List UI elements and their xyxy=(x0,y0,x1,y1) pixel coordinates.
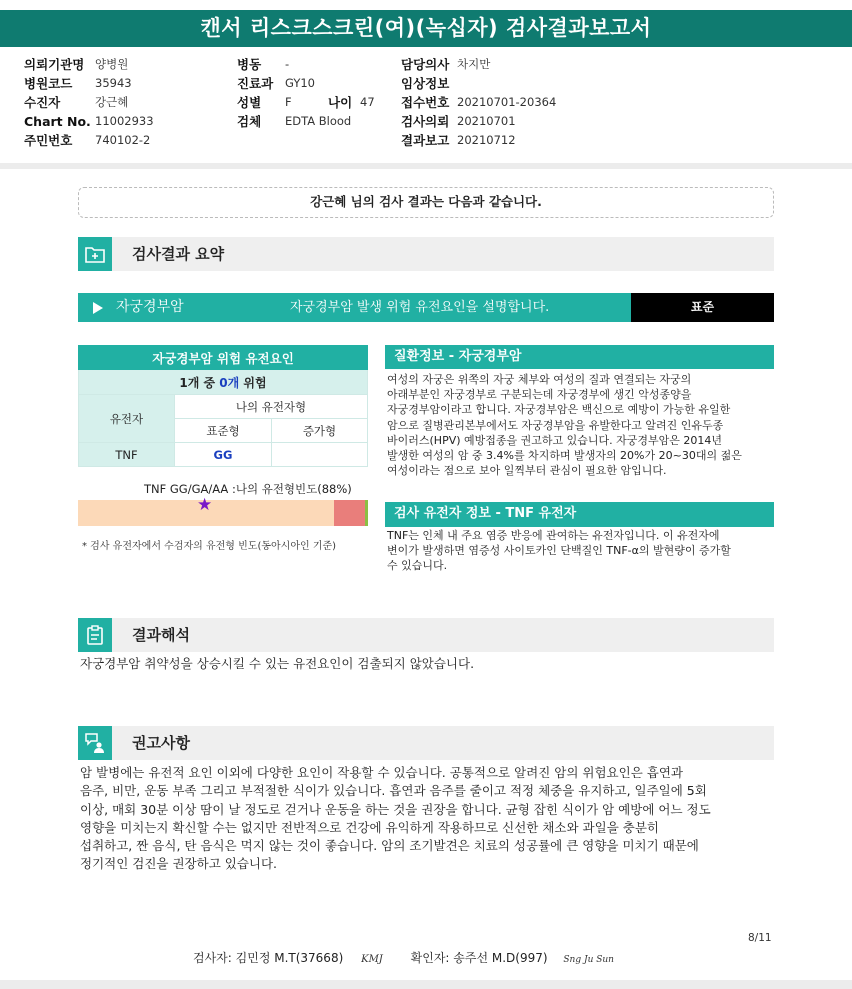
disease-info-line: 발생한 여성의 암 중 3.4%를 차지하며 발생자의 20%가 20~30대의 젊은 xyxy=(387,449,742,463)
hospital-code-value: 35943 xyxy=(95,76,132,90)
disease-info-line: 여성의 자궁은 위쪽의 자궁 체부와 여성의 질과 연결되는 자궁의 xyxy=(387,373,692,386)
gene-info-line: 변이가 발생하면 염증성 사이토카인 단백질인 TNF-α의 발현량이 증가할 xyxy=(387,544,731,558)
receipt-no-label: 접수번호 xyxy=(401,95,450,110)
confirmer: 확인자: 송주선 M.D(997) xyxy=(410,951,548,965)
doctor-consult-icon xyxy=(78,726,112,760)
age-label: 나이 xyxy=(328,95,353,110)
increased-genotype-cell xyxy=(272,443,368,467)
recommendation-line: 섭취하고, 짠 음식, 탄 음식은 먹지 않는 것이 좋습니다. 암의 조기발견은 치료의 성공률에 큰 영향을 미치기 때문에 xyxy=(80,838,699,854)
department-label: 진료과 xyxy=(237,76,274,91)
chart-no-value: 11002933 xyxy=(95,114,154,128)
confirmer-signature: Sng Ju Sun xyxy=(563,955,614,965)
department-value: GY10 xyxy=(285,76,315,90)
greeting-box: 강근혜 님의 검사 결과는 다음과 같습니다. xyxy=(78,187,774,218)
recommendation-line: 암 발병에는 유전적 요인 이외에 다양한 요인이 작용할 수 있습니다. 공통적으로 알려진 암의 위험요인은 흡연과 xyxy=(80,765,683,780)
cancer-name: 자궁경부암 xyxy=(116,299,184,315)
patient-name-value: 강근혜 xyxy=(95,95,129,109)
doctor-label: 담당의사 xyxy=(401,57,450,72)
sex-label: 성별 xyxy=(237,95,262,110)
interpretation-section-title: 결과해석 xyxy=(132,626,190,644)
risk-count xyxy=(79,370,368,395)
footer-divider xyxy=(0,980,852,989)
ward-value: - xyxy=(285,57,290,71)
risk-gene-table xyxy=(78,345,368,467)
clipboard-icon xyxy=(78,618,112,652)
gene-name-cell: TNF xyxy=(79,443,175,467)
gene-info-divider xyxy=(385,526,774,527)
chart-no-label: Chart No. xyxy=(24,114,91,129)
report-date-value: 20210712 xyxy=(457,133,516,147)
gene-info-line: TNF는 인체 내 주요 염증 반응에 관여하는 유전자입니다. 이 유전자에 xyxy=(387,529,720,542)
doctor-value: 차지만 xyxy=(457,57,491,71)
hospital-name-value: 양병원 xyxy=(95,57,129,71)
examiner-signature: KMJ xyxy=(361,954,383,965)
report-date-label: 결과보고 xyxy=(401,133,450,148)
gene-info-title: 검사 유전자 정보 - TNF 유전자 xyxy=(385,502,774,526)
folder-plus-icon xyxy=(78,237,112,271)
examiner: 검사자: 김민정 M.T(37668) xyxy=(193,951,344,965)
specimen-label: 검체 xyxy=(237,114,262,129)
recommendation-line: 이상, 매회 30분 이상 땀이 날 정도로 걷거나 운동을 하는 것을 권장을 합니다. 균형 잡힌 식이가 암 예방에 어느 정도 xyxy=(80,801,711,817)
patient-info-col2 xyxy=(237,55,375,131)
cancer-description: 자궁경부암 발생 위험 유전요인을 설명합니다. xyxy=(290,300,550,315)
standard-genotype-cell: GG xyxy=(175,443,272,467)
request-date-label: 검사의뢰 xyxy=(401,114,450,129)
frequency-note: * 검사 유전자에서 수검자의 유전형 빈도(동아시아인 기준) xyxy=(82,541,337,552)
disease-info-line: 바이러스(HPV) 예방접종을 권고하고 있습니다. 자궁경부암은 2014년 xyxy=(387,433,723,447)
frequency-segment-risk xyxy=(334,500,365,526)
risk-count-number: 0개 xyxy=(219,375,240,390)
disease-info-line: 자궁경부암이라고 합니다. 자궁경부암은 백신으로 예방이 가능한 유일한 xyxy=(387,403,731,417)
resident-no-value: 740102-2 xyxy=(95,133,151,147)
cancer-summary-bar xyxy=(78,293,774,322)
gene-info-line: 수 있습니다. xyxy=(387,559,448,573)
disease-info-line: 아래부분인 자궁경부로 구분되는데 자궁경부에 생긴 악성종양을 xyxy=(387,388,692,402)
page-number: 8/11 xyxy=(748,932,772,944)
patient-info-col3 xyxy=(401,55,556,150)
table-row xyxy=(79,443,368,467)
standard-column-header: 표준형 xyxy=(175,419,272,443)
hospital-code-label: 병원코드 xyxy=(24,76,73,91)
genotype-frequency-bar xyxy=(78,495,368,526)
sex-value: F xyxy=(285,95,292,109)
disease-info-title: 질환정보 - 자궁경부암 xyxy=(385,345,774,369)
recommendation-section-header xyxy=(78,726,774,760)
age-value: 47 xyxy=(360,95,375,109)
interpretation-section-header xyxy=(78,618,774,652)
header-divider xyxy=(0,163,852,169)
increased-column-header: 증가형 xyxy=(272,419,368,443)
disease-info-line: 암으로 질병관리본부에서도 자궁경부암을 유발한다고 알려진 인유두종 xyxy=(387,418,724,432)
patient-info-col1 xyxy=(24,55,154,150)
recommendation-section-title: 권고사항 xyxy=(132,734,190,752)
status-badge: 표준 xyxy=(631,293,774,322)
signature-footer xyxy=(193,949,614,966)
specimen-value: EDTA Blood xyxy=(285,114,352,128)
gene-column-header: 유전자 xyxy=(79,395,175,443)
receipt-no-value: 20210701-20364 xyxy=(457,95,557,109)
play-arrow-icon xyxy=(93,302,103,314)
risk-count-post: 위험 xyxy=(243,375,267,390)
hospital-name-label: 의뢰기관명 xyxy=(24,57,85,72)
report-title: 캔서 리스크스크린(여)(녹십자) 검사결과보고서 xyxy=(0,10,852,47)
disease-info-text xyxy=(387,372,771,478)
summary-section-header xyxy=(78,237,774,271)
recommendation-text xyxy=(80,764,780,874)
disease-info-line: 여성이라는 점으로 보아 일찍부터 관심이 필요한 암입니다. xyxy=(387,464,667,478)
patient-name-label: 수진자 xyxy=(24,95,61,110)
summary-section-title: 검사결과 요약 xyxy=(132,245,225,263)
clinical-info-label: 임상정보 xyxy=(401,76,450,91)
gene-info-text xyxy=(387,528,771,574)
ward-label: 병동 xyxy=(237,57,262,72)
recommendation-line: 음주, 비만, 운동 부족 그리고 부적절한 식이가 있습니다. 흡연과 음주를 줄이고 적정 체중을 유지하고, 일주일에 5회 xyxy=(80,783,707,799)
resident-no-label: 주민번호 xyxy=(24,133,73,148)
risk-table-title: 자궁경부암 위험 유전요인 xyxy=(79,346,368,370)
my-genotype-header: 나의 유전자형 xyxy=(175,395,368,419)
genotype-frequency-label: TNF GG/GA/AA :나의 유전형빈도(88%) xyxy=(144,482,352,496)
interpretation-text: 자궁경부암 취약성을 상승시킬 수 있는 유전요인이 검출되지 않았습니다. xyxy=(80,656,475,671)
frequency-segment-other xyxy=(365,500,368,526)
request-date-value: 20210701 xyxy=(457,114,516,128)
star-marker-icon: ★ xyxy=(197,495,213,515)
recommendation-line: 정기적인 검진을 권장하고 있습니다. xyxy=(80,856,278,872)
recommendation-line: 영향을 미치는지 확신할 수는 없지만 전반적으로 건강에 유익하게 작용하므로 신선한 채소와 과일을 충분히 xyxy=(80,819,659,835)
risk-count-pre: 1개 중 xyxy=(179,375,216,390)
